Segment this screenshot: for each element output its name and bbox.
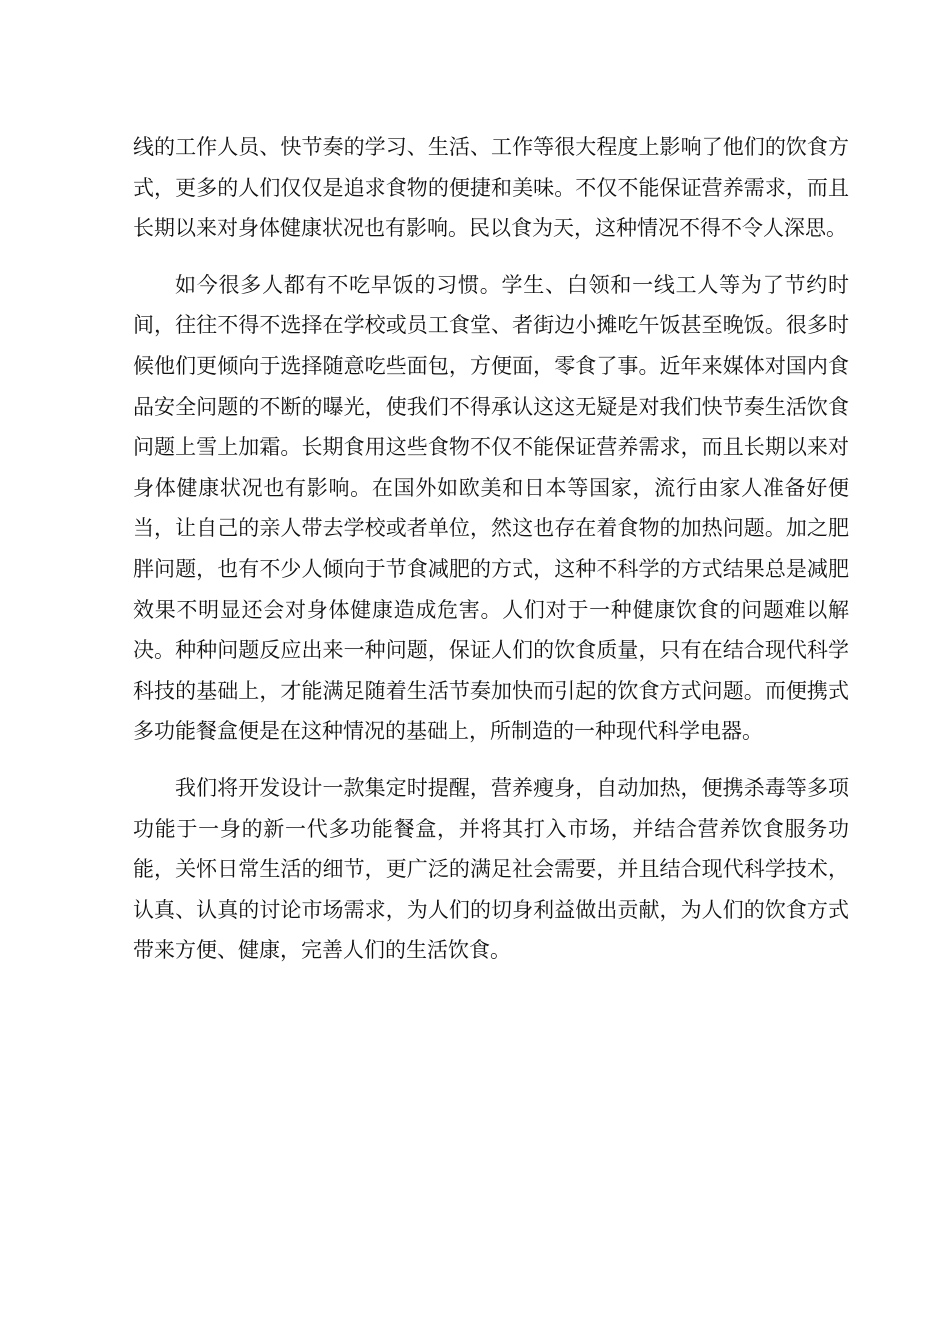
paragraph-breakfast-habits: 如今很多人都有不吃早饭的习惯。学生、白领和一线工人等为了节约时间，往往不得不选择在学校或员工食堂、者街边小摊吃午饭甚至晚饭。很多时候他们更倾向于选择随意吃些面包，方便面，零食了事。近年来媒体对国内食品安全问题的不断的曝光，使我们不得承认这这无疑是对我们快节奏生活饮食问题上雪上加霜。长期食用这些食物不仅不能保证营养需求，而且长期以来对身体健康状况也有影响。在国外如欧美和日本等国家，流行由家人准备好便当，让自己的亲人带去学校或者单位，然这也存在着食物的加热问题。加之肥胖问题，也有不少人倾向于节食减肥的方式，这种不科学的方式结果总是减肥效果不明显还会对身体健康造成危害。人们对于一种健康饮食的问题难以解决。种种问题反应出来一种问题，保证人们的饮食质量，只有在结合现代科学科技的基础上，才能满足随着生活节奏加快而引起的饮食方式问题。而便携式多功能餐盒便是在这种情况的基础上，所制造的一种现代科学电器。 — [133, 272, 849, 744]
paragraph-continuation: 线的工作人员、快节奏的学习、生活、工作等很大程度上影响了他们的饮食方式，更多的人们仅仅是追求食物的便捷和美味。不仅不能保证营养需求，而且长期以来对身体健康状况也有影响。民以食为天，这种情况不得不令人深思。 — [133, 135, 849, 241]
paragraph-product-plan: 我们将开发设计一款集定时提醒，营养瘦身，自动加热，便携杀毒等多项功能于一身的新一代多功能餐盒，并将其打入市场，并结合营养饮食服务功能，关怀日常生活的细节，更广泛的满足社会需要，并且结合现代科学技术，认真、认真的讨论市场需求，为人们的切身利益做出贡献，为人们的饮食方式带来方便、健康，完善人们的生活饮食。 — [133, 775, 849, 963]
document-body — [133, 127, 849, 987]
